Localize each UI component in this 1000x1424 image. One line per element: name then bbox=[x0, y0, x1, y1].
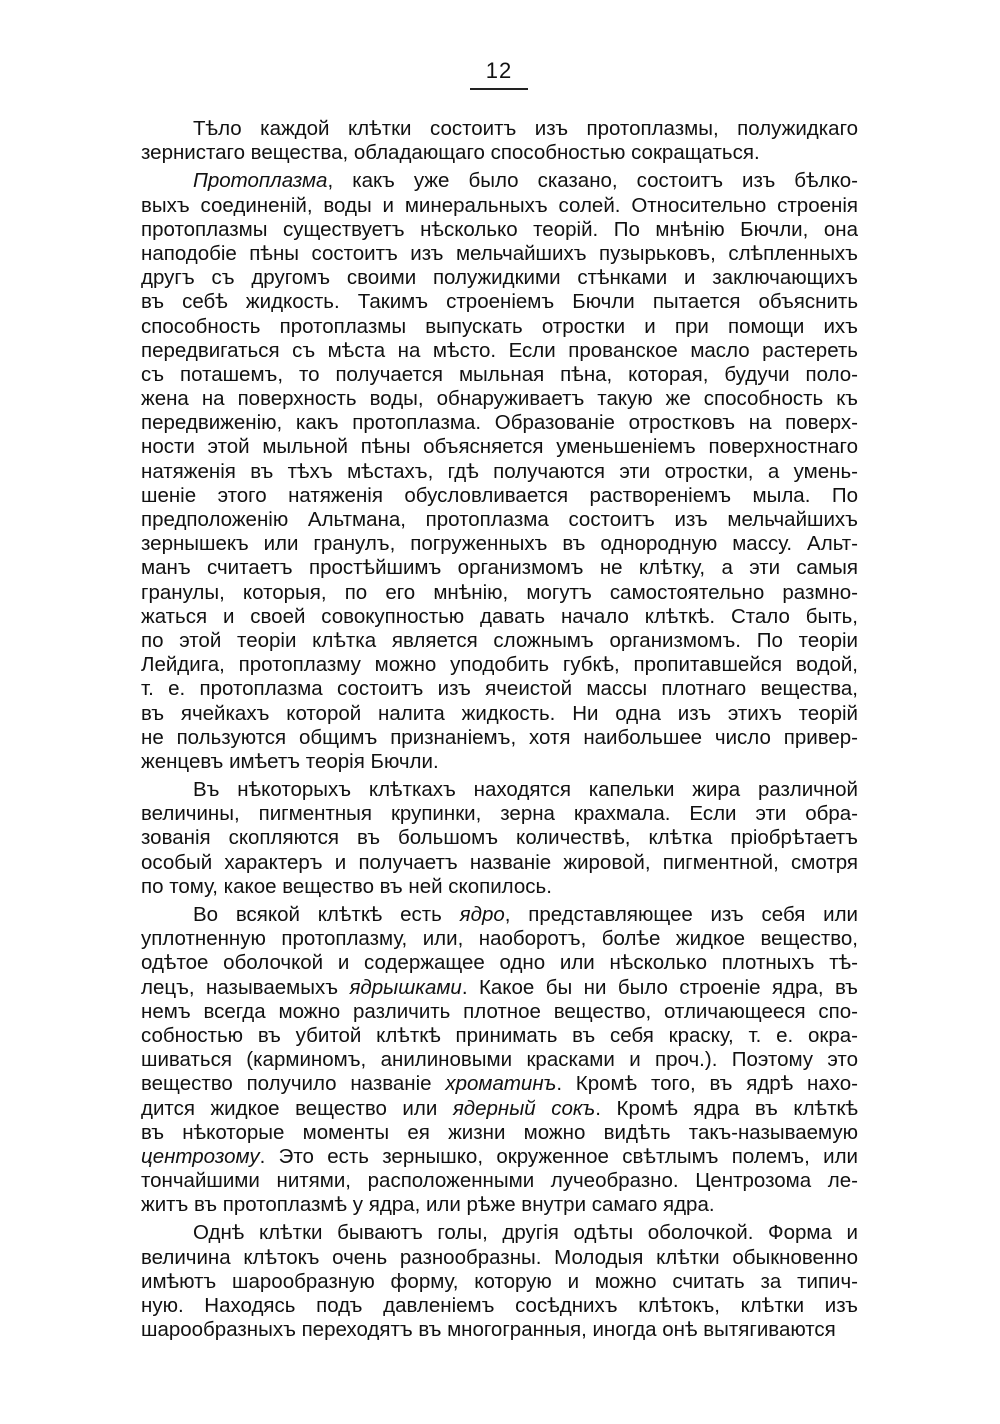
text-line bbox=[141, 1221, 858, 1245]
text-line bbox=[141, 1048, 858, 1072]
text-segment: . Какое бы ни было строеніе ядра, въ bbox=[461, 975, 858, 999]
text-segment: уплотненную протоплазму, или, наоборотъ, болѣе жидкое вещество, bbox=[141, 927, 858, 951]
text-segment: передвиженію, какъ протоплазма. Образованіе отростковъ на поверх- bbox=[141, 411, 858, 435]
text-line bbox=[141, 411, 858, 435]
text-line bbox=[141, 141, 858, 165]
text-segment: передвигаться съ мѣста на мѣсто. Если прованское масло растереть bbox=[141, 338, 858, 362]
text-line bbox=[141, 194, 858, 218]
text-line bbox=[141, 875, 858, 899]
text-segment: жаться и своей совокупностью давать начало клѣткѣ. Стало быть, bbox=[141, 604, 858, 628]
text-segment: по этой теоріи клѣтка является сложнымъ организмомъ. По теоріи bbox=[141, 628, 858, 652]
text-line bbox=[141, 702, 858, 726]
text-line bbox=[141, 1024, 858, 1048]
text-line bbox=[141, 460, 858, 484]
paragraph bbox=[141, 169, 858, 774]
text-segment: жена на поверхность воды, обнаруживаетъ такую же способность къ bbox=[141, 387, 858, 411]
text-line bbox=[141, 1246, 858, 1270]
text-line bbox=[141, 363, 858, 387]
text-line bbox=[141, 750, 858, 774]
paragraph bbox=[141, 117, 858, 165]
text-line bbox=[141, 1294, 858, 1318]
text-segment: гранулы, которыя, по его мнѣнію, могутъ самостоятельно размно- bbox=[141, 580, 858, 604]
text-line bbox=[141, 484, 858, 508]
text-line bbox=[141, 242, 858, 266]
text-segment: имѣютъ шарообразную форму, которую и можно считать за типич- bbox=[141, 1269, 858, 1293]
text-segment: женцевъ имѣетъ теорія Бючли. bbox=[141, 749, 439, 773]
text-line bbox=[141, 1000, 858, 1024]
text-line bbox=[141, 1121, 858, 1145]
text-line bbox=[141, 605, 858, 629]
page-number-underline bbox=[470, 88, 528, 90]
text-segment: протоплазмы существуетъ нѣсколько теорій. По мнѣнію Бючли, она bbox=[141, 217, 858, 241]
text-line bbox=[141, 629, 858, 653]
text-segment: вещество получило названіе bbox=[141, 1072, 446, 1096]
text-line bbox=[141, 218, 858, 242]
text-segment: Однѣ клѣтки бываютъ голы, другія одѣты оболочкой. Форма и bbox=[193, 1221, 858, 1245]
text-segment: . Кромѣ того, въ ядрѣ нахо- bbox=[556, 1072, 858, 1096]
text-segment: Тѣло каждой клѣтки состоитъ изъ протоплазмы, полужидкаго bbox=[193, 117, 858, 140]
text-line bbox=[141, 169, 858, 193]
text-segment: немъ всегда можно различить плотное вещество, отличающееся спо- bbox=[141, 999, 858, 1023]
text-segment: Лейдига, протоплазму можно уподобить губкѣ, пропитавшейся водой, bbox=[141, 653, 858, 677]
text-segment: зернистаго вещества, обладающаго способностью сокращаться. bbox=[141, 141, 760, 165]
text-line bbox=[141, 1097, 858, 1121]
text-segment: тончайшими нитями, расположенными лучеобразно. Центрозома ле- bbox=[141, 1169, 858, 1193]
text-segment: не пользуются общимъ признаніемъ, хотя наибольшее число привер- bbox=[141, 725, 858, 749]
body-text bbox=[141, 117, 858, 1346]
italic-term: хроматинъ bbox=[445, 1072, 557, 1096]
text-segment: зернышекъ или гранулъ, погруженныхъ въ однородную массу. Альт- bbox=[141, 532, 858, 556]
text-line bbox=[141, 778, 858, 802]
italic-term: ядрышками bbox=[349, 975, 462, 999]
text-line bbox=[141, 1169, 858, 1193]
page-number: 12 bbox=[485, 58, 513, 83]
text-line bbox=[141, 556, 858, 580]
text-segment: собностью въ убитой клѣткѣ принимать въ себя краску, т. е. окра- bbox=[141, 1023, 858, 1047]
text-line bbox=[141, 1193, 858, 1217]
text-segment: лецъ, называемыхъ bbox=[141, 975, 350, 999]
text-line bbox=[141, 435, 858, 459]
text-segment: въ ячейкахъ которой налита жидкость. Ни одна изъ этихъ теорій bbox=[141, 701, 858, 725]
text-line bbox=[141, 387, 858, 411]
text-line bbox=[141, 826, 858, 850]
text-segment: , представляющее изъ себя или bbox=[504, 903, 858, 926]
text-segment: одѣтое оболочкой и содержащее одно или нѣсколько плотныхъ тѣ- bbox=[141, 951, 858, 975]
text-line bbox=[141, 1318, 858, 1342]
text-segment: житъ въ протоплазмѣ у ядра, или рѣже внутри самаго ядра. bbox=[141, 1193, 715, 1217]
text-line bbox=[141, 508, 858, 532]
text-segment: ную. Находясь подъ давленіемъ сосѣднихъ клѣтокъ, клѣтки изъ bbox=[141, 1294, 858, 1317]
italic-term: ядерный сокъ bbox=[452, 1096, 596, 1120]
text-segment: ности этой мыльной пѣны объясняется уменьшеніемъ поверхностнаго bbox=[141, 435, 858, 459]
text-segment: другъ съ другомъ своими полужидкими стѣнками и заключающихъ bbox=[141, 266, 858, 290]
text-segment: манъ считаетъ простѣйшимъ организмомъ не клѣтку, а эти самыя bbox=[141, 556, 858, 580]
text-segment: особый характеръ и получаетъ названіе жировой, пигментной, смотря bbox=[141, 850, 858, 874]
text-line bbox=[141, 903, 858, 927]
text-line bbox=[141, 290, 858, 314]
text-line bbox=[141, 677, 858, 701]
italic-term: центрозому bbox=[141, 1144, 260, 1168]
text-line bbox=[141, 1145, 858, 1169]
paragraph bbox=[141, 1221, 858, 1342]
text-segment: дится жидкое вещество или bbox=[141, 1096, 453, 1120]
text-segment: Во всякой клѣткѣ есть bbox=[193, 903, 460, 926]
paragraph bbox=[141, 903, 858, 1217]
text-segment: способность протоплазмы выпускать отростки и при помощи ихъ bbox=[141, 314, 858, 338]
text-line bbox=[141, 927, 858, 951]
text-segment: по тому, какое вещество въ ней скопилось. bbox=[141, 874, 552, 898]
text-segment: въ себѣ жидкость. Такимъ строеніемъ Бючли пытается объяснить bbox=[141, 290, 858, 314]
text-segment: величины, пигментныя крупинки, зерна крахмала. Если эти обра- bbox=[141, 802, 858, 826]
text-line bbox=[141, 339, 858, 363]
text-line bbox=[141, 532, 858, 556]
text-line bbox=[141, 117, 858, 141]
text-line bbox=[141, 315, 858, 339]
text-segment: наподобіе пѣны состоитъ изъ мельчайшихъ пузырьковъ, слѣпленныхъ bbox=[141, 241, 858, 265]
text-line bbox=[141, 851, 858, 875]
text-line bbox=[141, 266, 858, 290]
text-line bbox=[141, 1072, 858, 1096]
text-segment: въ нѣкоторые моменты ея жизни можно видѣть такъ-называемую bbox=[141, 1120, 858, 1144]
text-segment: предположенію Альтмана, протоплазма состоитъ изъ мельчайшихъ bbox=[141, 508, 858, 531]
text-line bbox=[141, 951, 858, 975]
text-line bbox=[141, 1270, 858, 1294]
text-segment: . Кромѣ ядра въ клѣткѣ bbox=[595, 1096, 859, 1120]
paragraph bbox=[141, 778, 858, 899]
text-segment: натяженія въ тѣхъ мѣстахъ, гдѣ получаются эти отростки, а умень- bbox=[141, 459, 858, 483]
text-segment: шарообразныхъ переходятъ въ многогранныя, иногда онѣ вытягиваются bbox=[141, 1318, 836, 1342]
text-line bbox=[141, 653, 858, 677]
text-segment: шиваться (карминомъ, анилиновыми красками и проч.). Поэтому это bbox=[141, 1048, 858, 1072]
text-segment: величина клѣтокъ очень разнообразны. Молодыя клѣтки обыкновенно bbox=[141, 1245, 858, 1269]
text-segment: , какъ уже было сказано, состоитъ изъ бѣлко- bbox=[327, 169, 858, 193]
text-segment: Въ нѣкоторыхъ клѣткахъ находятся капельки жира различной bbox=[193, 778, 858, 802]
text-segment: съ поташемъ, то получается мыльная пѣна, которая, будучи поло- bbox=[141, 362, 858, 386]
text-segment: . Это есть зернышко, окруженное свѣтлымъ полемъ, или bbox=[259, 1144, 858, 1168]
text-line bbox=[141, 726, 858, 750]
text-line bbox=[141, 976, 858, 1000]
text-line bbox=[141, 802, 858, 826]
text-segment: зованія скопляются въ большомъ количествѣ, клѣтка пріобрѣтаетъ bbox=[141, 826, 858, 850]
text-line bbox=[141, 581, 858, 605]
text-segment: шеніе этого натяженія обусловливается раствореніемъ мыла. По bbox=[141, 483, 858, 507]
text-segment: выхъ соединеній, воды и минеральныхъ солей. Относительно строенія bbox=[141, 193, 858, 217]
text-segment: т. е. протоплазма состоитъ изъ ячеистой массы плотнаго вещества, bbox=[141, 677, 858, 701]
italic-term: ядро bbox=[459, 903, 505, 926]
italic-term: Протоплазма bbox=[193, 169, 328, 193]
